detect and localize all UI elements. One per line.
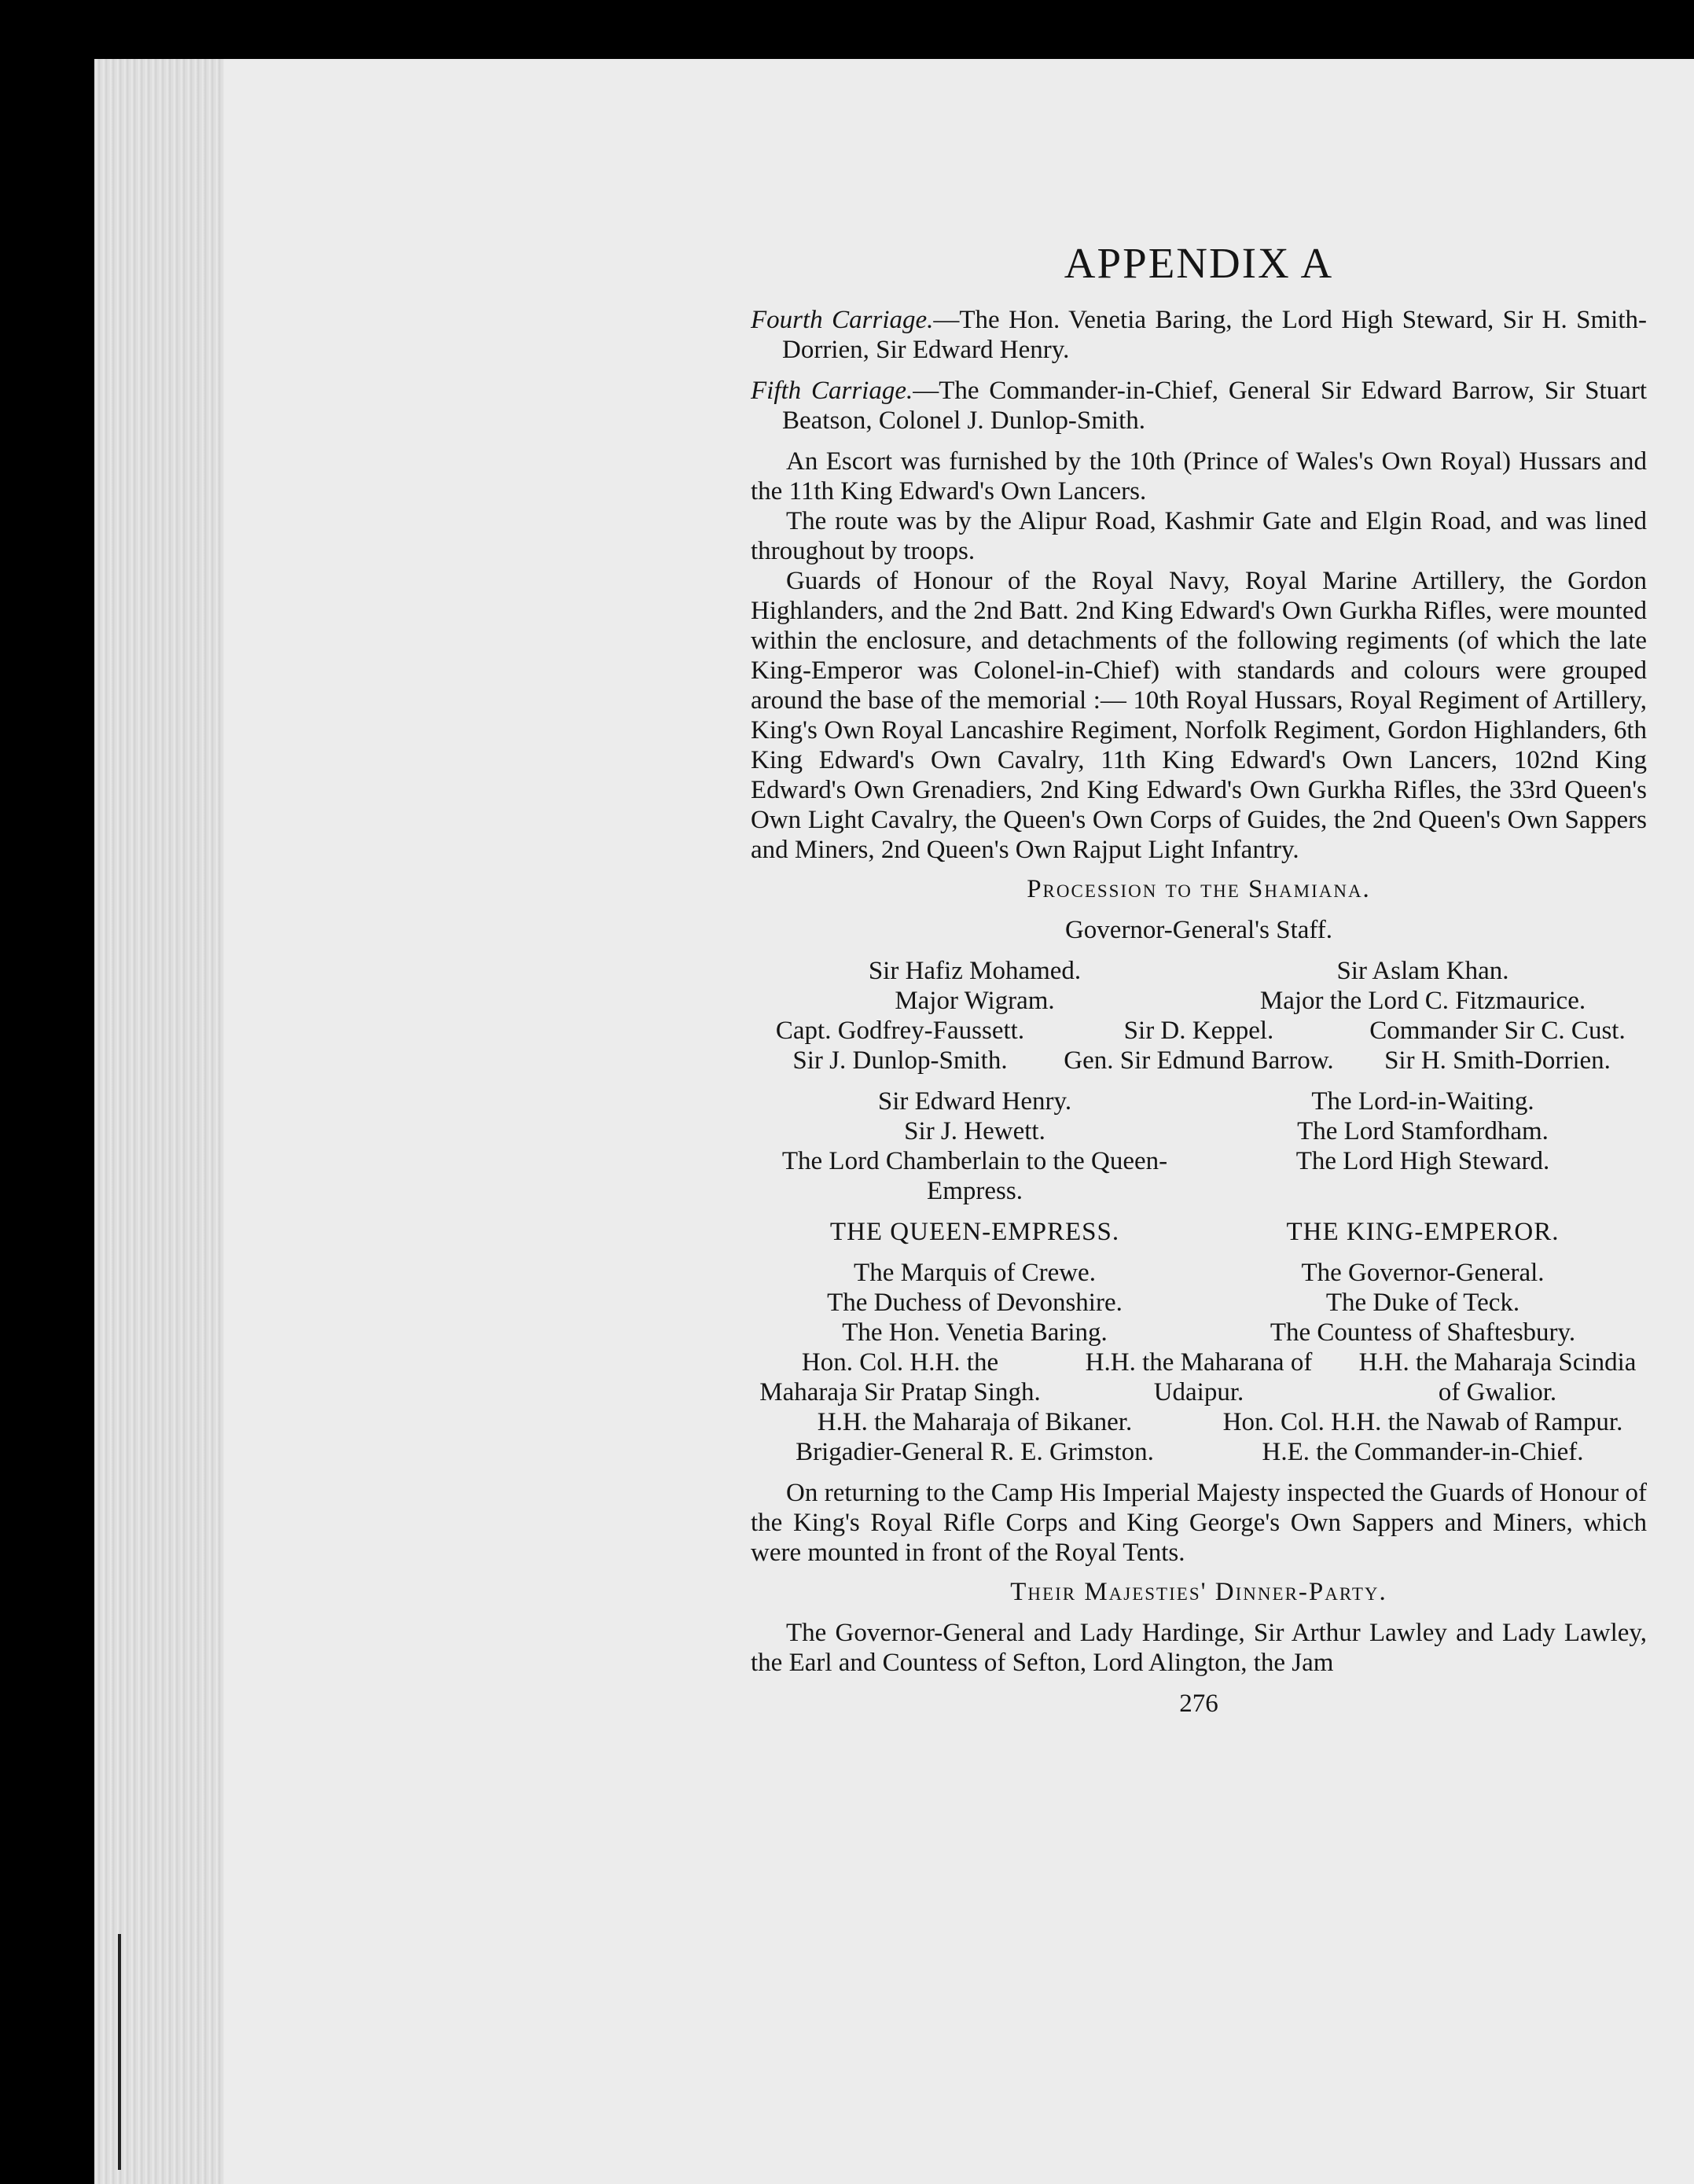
procession-right: Sir Aslam Khan. <box>1336 957 1509 985</box>
procession-left: Brigadier-General R. E. Grimston. <box>796 1438 1154 1466</box>
procession-center: H.H. the Maharana of Udaipur. <box>1085 1348 1313 1406</box>
procession-right: H.E. the Commander-in-Chief. <box>1262 1438 1584 1466</box>
procession-row <box>751 1016 1647 1075</box>
returning-paragraph: On returning to the Camp His Imperial Majesty inspected the Guards of Honour of the King's Royal Rifle Corps and King George's Own Sappers and Miners, which were mounted in front of the Royal Tents. <box>751 1479 1647 1567</box>
queen-empress-heading: THE QUEEN-EMPRESS. <box>829 1218 1120 1246</box>
dinner-title: Their Majesties' Dinner-Party. <box>1010 1578 1387 1606</box>
procession-right: H.H. the Maharaja Scindia of Gwalior. <box>1358 1348 1637 1406</box>
staff-title: Governor-General's Staff. <box>1064 916 1333 944</box>
page-edges <box>94 59 224 2184</box>
procession-row <box>751 1258 1647 1348</box>
procession-right: The Duke of Teck. <box>1325 1289 1520 1317</box>
procession-left: H.H. the Maharaja of Bikaner. <box>817 1408 1133 1436</box>
procession-row <box>751 1407 1647 1467</box>
procession-left: Hon. Col. H.H. the Maharaja Sir Pratap Singh. <box>759 1348 1041 1406</box>
procession-left: The Marquis of Crewe. <box>854 1259 1096 1287</box>
guards-paragraph: Guards of Honour of the Royal Navy, Royal Marine Artillery, the Gordon Highlanders, and the 2nd Batt. 2nd King Edward's Own Gurkha Rifles, were mounted within the enclosure, and detachments of the following regiments (of which the late King-Emperor was Colonel-in-Chief) with standards and colours were grouped around the base of the memorial :— 10th Royal Hussars, Royal Regiment of Artillery, King's Own Royal Lancashire Regiment, Norfolk Regiment, Gordon Highlanders, 6th King Edward's Own Cavalry, 11th King Edward's Own Lancers, 102nd King Edward's Own Grenadiers, 2nd King Edward's Own Gurkha Rifles, the 33rd Queen's Own Light Cavalry, the Queen's Own Corps of Guides, the 2nd Queen's Own Sappers and Miners, 2nd Queen's Own Rajput Light Infantry. <box>751 567 1647 864</box>
procession-row <box>751 1348 1647 1407</box>
procession-left: Sir J. Hewett. <box>904 1117 1045 1145</box>
procession-right: The Lord Stamfordham. <box>1297 1117 1549 1145</box>
procession-left: Major Wigram. <box>895 987 1055 1015</box>
binding-line <box>118 1934 121 2170</box>
procession-left: Sir Edward Henry. <box>877 1087 1072 1116</box>
procession-right: The Governor-General. <box>1301 1259 1545 1287</box>
page-heading: APPENDIX A <box>1064 239 1334 287</box>
procession-right: Commander Sir C. Cust. <box>1369 1017 1626 1045</box>
procession-left: The Duchess of Devonshire. <box>827 1289 1123 1317</box>
procession-center: Gen. Sir Edmund Barrow. <box>1064 1046 1334 1075</box>
procession-left: Sir Hafiz Mohamed. <box>868 957 1082 985</box>
fourth-carriage <box>751 305 1647 365</box>
escort-paragraph: An Escort was furnished by the 10th (Prince of Wales's Own Royal) Hussars and the 11th King Edward's Own Lancers. <box>751 447 1647 506</box>
procession-right: The Lord-in-Waiting. <box>1311 1087 1534 1116</box>
procession-left: The Hon. Venetia Baring. <box>842 1318 1108 1347</box>
procession-right: The Countess of Shaftesbury. <box>1270 1318 1576 1347</box>
procession-row <box>751 956 1647 1016</box>
procession-right: Hon. Col. H.H. the Nawab of Rampur. <box>1222 1408 1623 1436</box>
page-number: 276 <box>1179 1689 1218 1718</box>
carriage-text: —The Commander-in-Chief, General Sir Edward Barrow, Sir Stuart Beatson, Colonel J. Dunlop-Smith. <box>782 377 1647 435</box>
procession-title: Procession to the Shamiana. <box>1027 875 1371 903</box>
carriage-label: Fifth Carriage. <box>751 377 913 405</box>
route-paragraph: The route was by the Alipur Road, Kashmir Gate and Elgin Road, and was lined throughout by troops. <box>751 507 1647 565</box>
dinner-paragraph: The Governor-General and Lady Hardinge, Sir Arthur Lawley and Lady Lawley, the Earl and Countess of Sefton, Lord Alington, the Jam <box>751 1619 1647 1677</box>
king-emperor-heading: THE KING-EMPEROR. <box>1286 1218 1560 1246</box>
procession-row <box>751 1086 1647 1206</box>
page-text <box>751 236 1647 1719</box>
procession-right: Sir H. Smith-Dorrien. <box>1384 1046 1611 1075</box>
carriage-text: —The Hon. Venetia Baring, the Lord High Steward, Sir H. Smith-Dorrien, Sir Edward Henry. <box>782 306 1647 364</box>
procession-left: Capt. Godfrey-Faussett. <box>775 1017 1025 1045</box>
royal-headings <box>751 1217 1647 1247</box>
procession-left: The Lord Chamberlain to the Queen-Empress. <box>781 1147 1168 1205</box>
carriage-label: Fourth Carriage. <box>751 306 934 334</box>
procession-left: Sir J. Dunlop-Smith. <box>792 1046 1008 1075</box>
procession-center: Sir D. Keppel. <box>1123 1017 1274 1045</box>
fifth-carriage <box>751 376 1647 436</box>
procession-right: The Lord High Steward. <box>1295 1147 1550 1175</box>
procession-right: Major the Lord C. Fitzmaurice. <box>1259 987 1586 1015</box>
